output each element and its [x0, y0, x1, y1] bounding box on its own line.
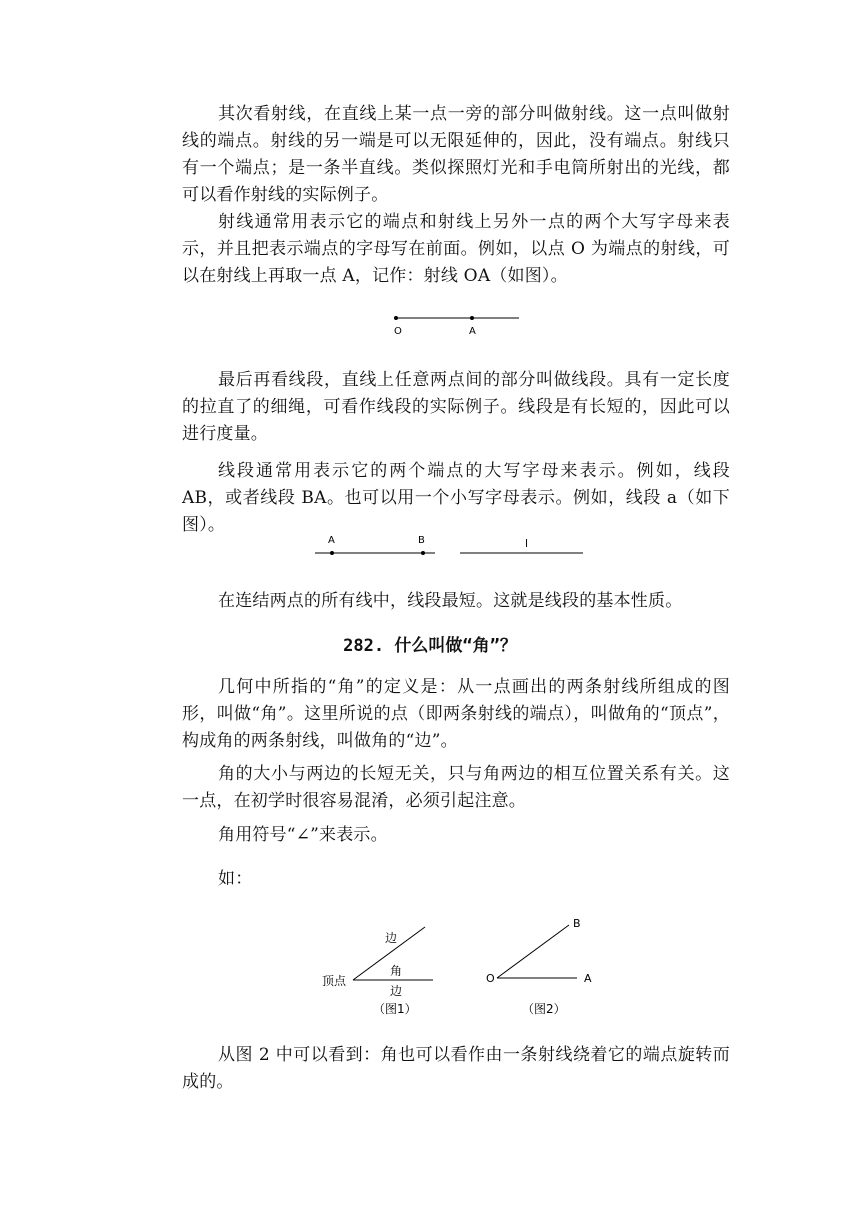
paragraph-angle-definition: 几何中所指的“角”的定义是：从一点画出的两条射线所组成的图形，叫做“角”。这里所说的点（即两条射线的端点），叫做角的“顶点”，构成角的两条射线，叫做角的“边”。: [182, 677, 730, 751]
segment-ab-figure: [310, 530, 440, 560]
paragraph-example-lead: 如：: [218, 869, 253, 889]
angle2-caption: （图2）: [522, 1002, 566, 1016]
label-a: A: [328, 535, 335, 546]
angle2-upper-ray: [497, 925, 569, 978]
angle1-vertex-label: 顶点: [322, 974, 347, 988]
section-heading: 282. 什么叫做“角”？: [343, 636, 517, 656]
label-b: B: [418, 535, 425, 546]
angle-figure-2: [480, 910, 600, 1020]
point-a: [330, 551, 334, 555]
label-a: A: [469, 326, 476, 337]
ray-oa-figure: [385, 305, 530, 340]
paragraph-segment-property: 在连结两点的所有线中，线段最短。这就是线段的基本性质。: [218, 591, 683, 611]
angle1-edge-bottom-label: 边: [390, 984, 403, 998]
label-o: O: [394, 326, 402, 337]
angle1-edge-top-label: 边: [385, 931, 398, 945]
angle2-label-b: B: [573, 917, 581, 930]
angle-figure-1: [315, 915, 445, 1020]
angle2-label-a: A: [584, 972, 592, 985]
point-a: [470, 316, 474, 320]
point-b: [421, 551, 425, 555]
paragraph-rotation: 从图 2 中可以看到：角也可以看作由一条射线绕着它的端点旋转而成的。: [182, 1045, 730, 1092]
paragraph-segment-notation: 线段通常用表示它的两个端点的大写字母来表示。例如，线段 AB，或者线段 BA。也可以用一个小写字母表示。例如，线段 a（如下图）。: [182, 461, 730, 535]
paragraph-ray-definition: 其次看射线，在直线上某一点一旁的部分叫做射线。这一点叫做射线的端点。射线的另一端是可以无限延伸的，因此，没有端点。射线只有一个端点；是一条半直线。类似探照灯光和手电筒所射出的光线，都可以看作射线的实际例子。: [182, 104, 730, 205]
paragraph-angle-size: 角的大小与两边的长短无关，只与角两边的相互位置关系有关。这一点，在初学时很容易混淆，必须引起注意。: [182, 764, 730, 811]
paragraph-ray-notation: 射线通常用表示它的端点和射线上另外一点的两个大写字母来表示，并且把表示端点的字母写在前面。例如，以点 O 为端点的射线，可以在射线上再取一点 A，记作：射线 OA（如图）。: [182, 212, 730, 286]
point-o: [394, 316, 398, 320]
angle1-angle-label: 角: [390, 964, 403, 978]
paragraph-angle-symbol: 角用符号“∠”来表示。: [218, 825, 388, 845]
segment-a-figure: [455, 530, 590, 560]
label-segment: l: [525, 537, 529, 550]
angle1-caption: （图1）: [373, 1002, 417, 1016]
angle2-label-o: O: [486, 972, 495, 985]
paragraph-segment-definition: 最后再看线段，直线上任意两点间的部分叫做线段。具有一定长度的拉直了的细绳，可看作线段的实际例子。线段是有长短的，因此可以进行度量。: [182, 370, 730, 444]
